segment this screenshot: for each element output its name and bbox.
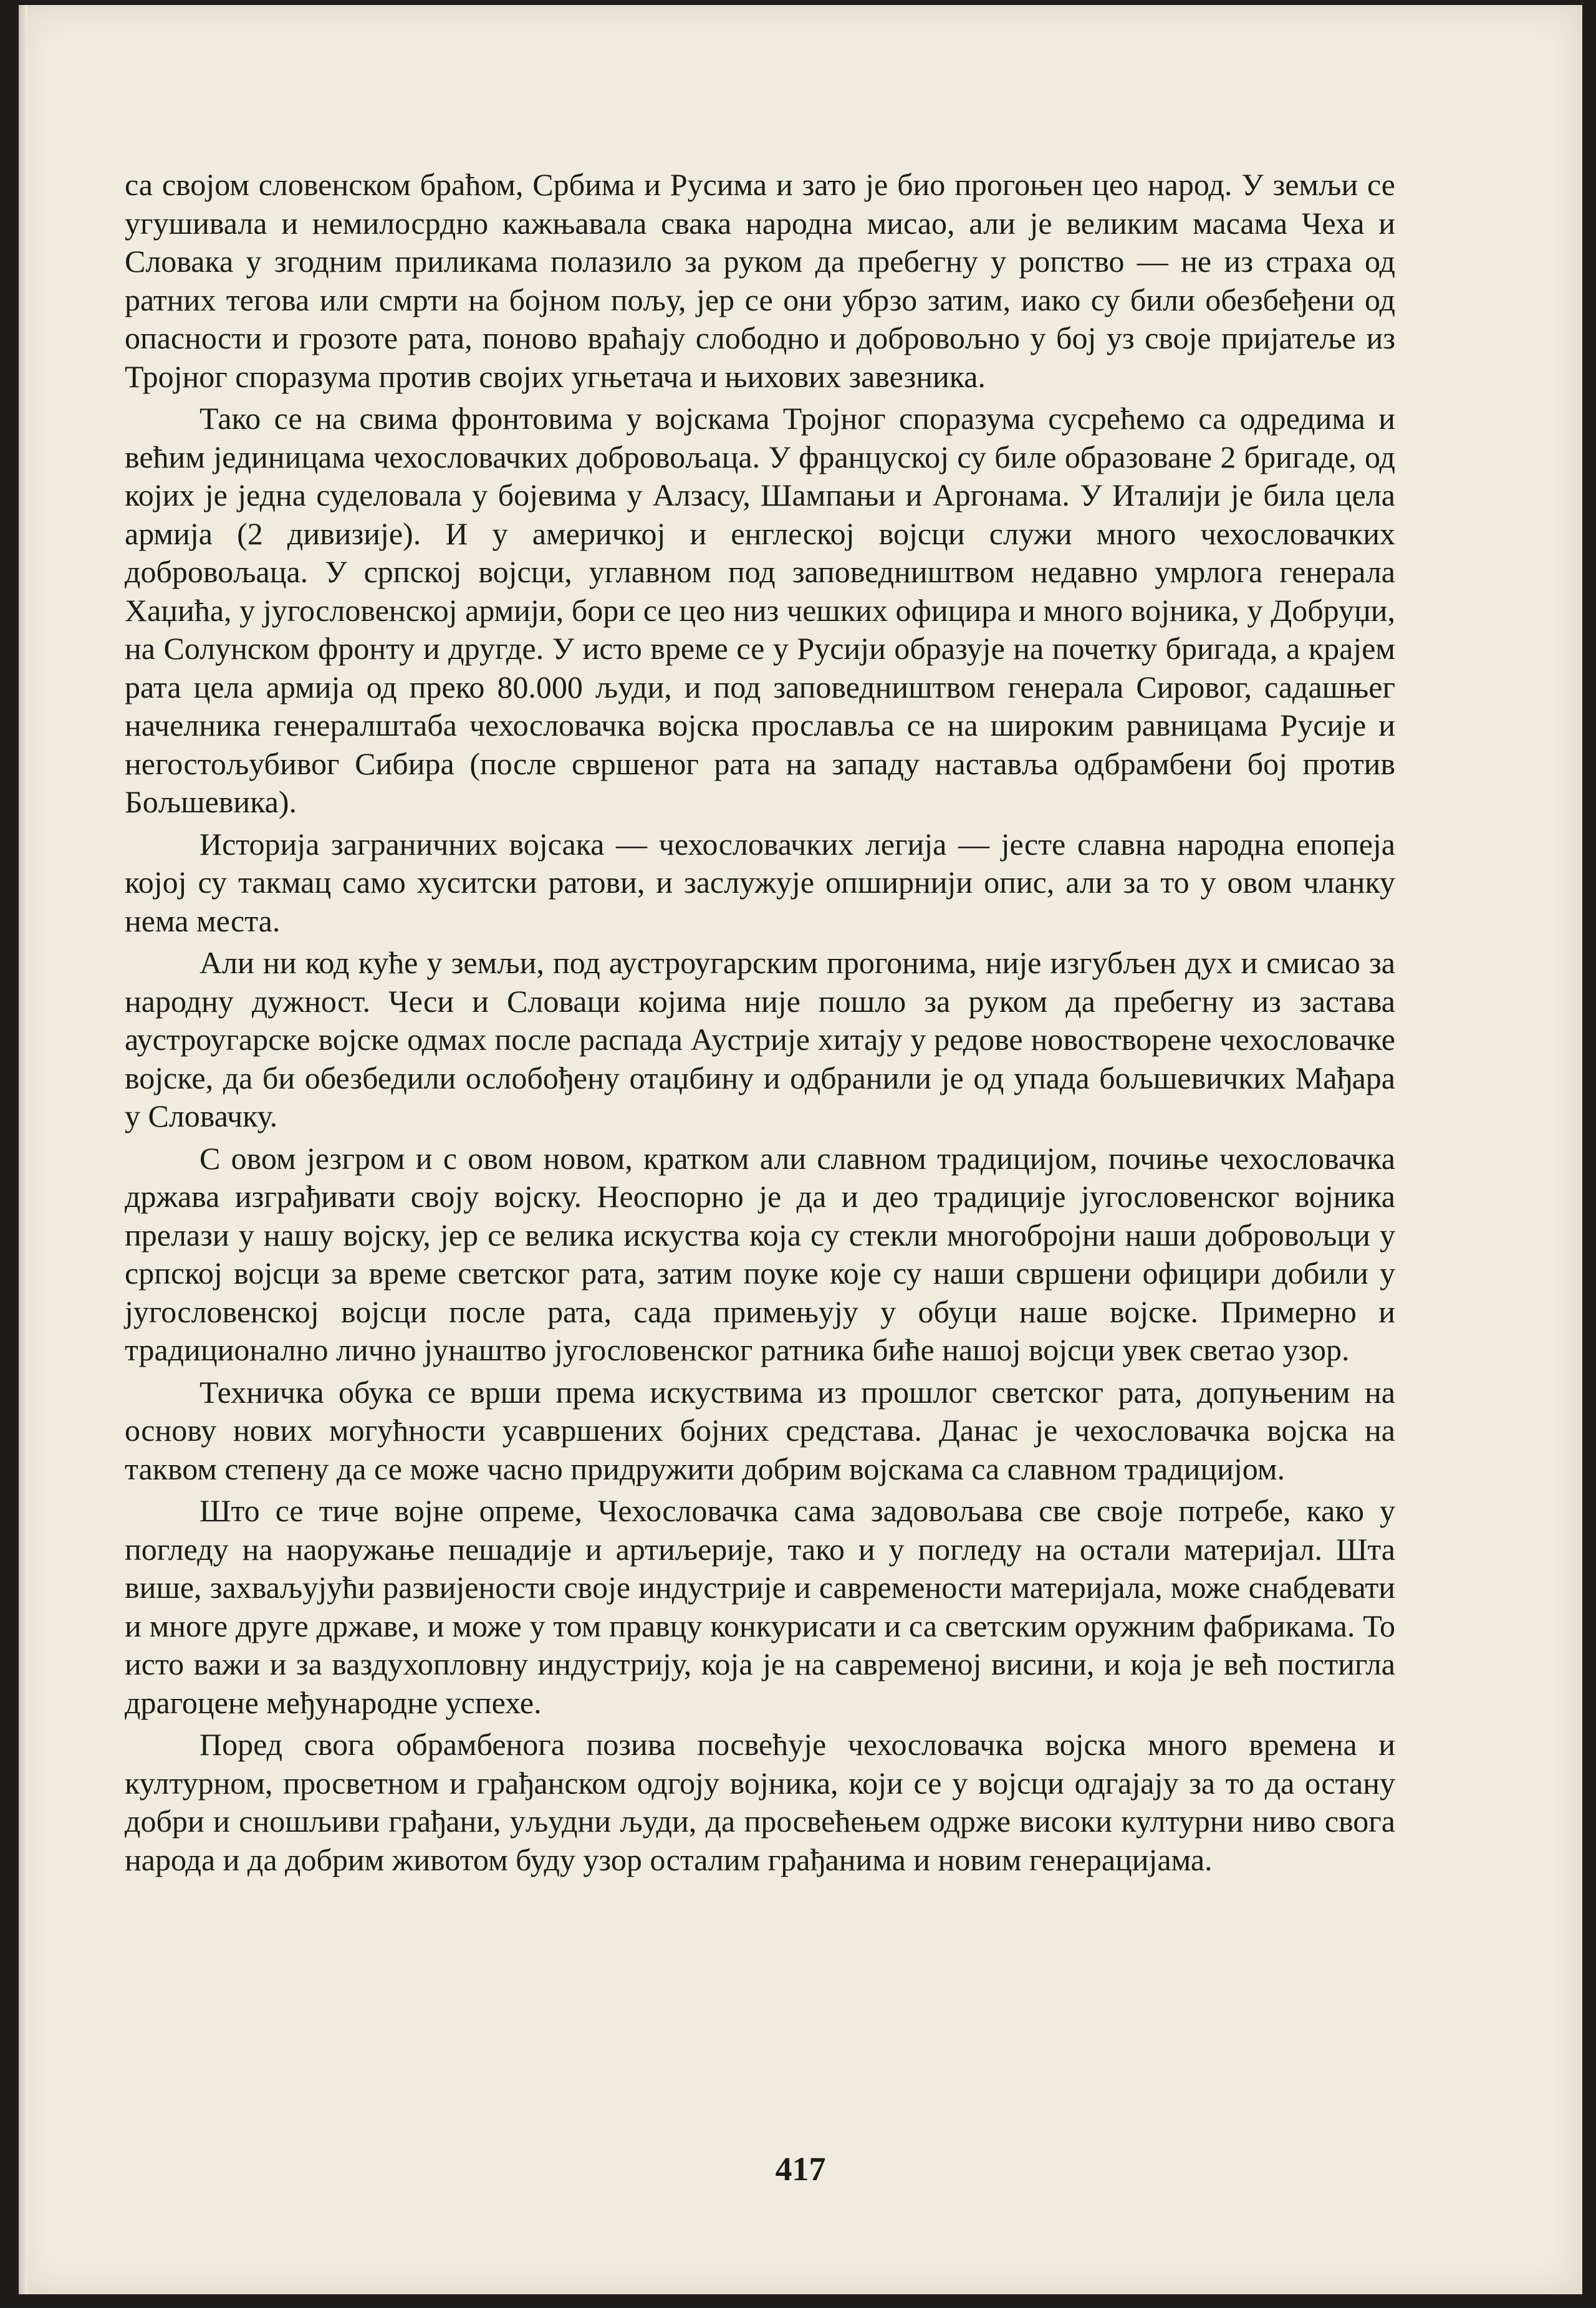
page-number: 417 <box>775 2150 826 2188</box>
paragraph-1: са својом словенском браћом, Србима и Русима и зато је био прогоњен цео народ. У земљи се угушивала и немилосрдно кажњавала свака народна мисао, али је великим масама Чеха и Словака у згодним приликама полазило за руком да пребегну у ропство — не из страха од ратних тегова или смрти на бојном пољу, јер се они убрзо затим, иако су били обезбеђени од опасности и грозоте рата, поново враћају слободно и добровољно у бој уз своје пријатеље из Тројног споразума против својих угњетача и њихових завезника. <box>125 167 1395 394</box>
paragraph-8: Поред свога обрамбенога позива посвећује чехословачка војска много времена и културном, просветном и грађанском одгоју војника, који се у војсци одгајају за то да остану добри и сношљиви грађани, уљудни људи, да просвећењем одрже високи културни ниво свога народа и да добрим животом буду узор осталим грађанима и новим генерацијама. <box>125 1727 1395 1877</box>
paragraph-2: Тако се на свима фронтовима у војскама Тројног споразума сусрећемо са одредима и већим јединицама чехословачких добровољаца. У француској су биле образоване 2 бригаде, од којих је једна суделовала у бојевима у Алзасу, Шампањи и Аргонама. У Италији је била цела армија (2 дивизије). И у америчкој и енглеској војсци служи много чехословачких добровољаца. У српској војсци, углавном под заповедништвом недавно умрлога генерала Хаџића, у југословенској армији, бори се цео низ чешких официра и много војника, у Добруџи, на Солунском фронту и другде. У исто време се у Русији образује на почетку бригада, а крајем рата цела армија од преко 80.000 људи, и под заповедништвом генерала Сировог, садашњег начелника генералштаба чехословачка војска прославља се на широким равницама Русије и негостољубивог Сибира (после свршеног рата на западу наставља одбрамбени бој против Бољшевика). <box>125 401 1395 819</box>
paragraph-4: Али ни код куће у земљи, под аустроугарским прогонима, није изгубљен дух и смисао за народну дужност. Чеси и Словаци којима није пошло за руком да пребегну из застава аустроугарске војске одмах после распада Аустрије хитају у редове новостворене чехословачке војске, да би обезбедили ослобођену отаџбину и одбранили је од упада бољшевичких Мађара у Словачку. <box>125 945 1395 1133</box>
book-page <box>19 5 1582 2294</box>
paragraph-7: Што се тиче војне опреме, Чехословачка сама задовољава све своје потребе, како у погледу на наоружање пешадије и артиљерије, тако и у погледу на остали материјал. Шта више, захваљујући развијености своје индустрије и савремености материјала, може снабдевати и многе друге државе, и може у том правцу конкурисати и са светским оружним фабрикама. То исто важи и за ваздухопловну индустрију, која је на савременој висини, и која је већ постигла драгоцене међународне успехе. <box>125 1493 1395 1720</box>
paragraph-3: Историја заграничних војсака — чехословачких легија — јесте славна народна епопеја којој су такмац само хуситски ратови, и заслужује опширнији опис, али за то у овом чланку нема места. <box>125 826 1395 938</box>
paragraph-5: С овом језгром и с овом новом, кратком али славном традицијом, почиње чехословачка држава изграђивати своју војску. Неоспорно је да и део традиције југословенског војника прелази у нашу војску, јер се велика искуства која су стекли многобројни наши добровољци у српској војсци за време светског рата, затим поуке које су наши свршени официри добили у југословенској војсци после рата, сада примењују у обуци наше војске. Примерно и традиционално лично јунаштво југословенског ратника биће нашој војсци увек светао узор. <box>125 1140 1395 1367</box>
page-spine-shadow <box>19 5 27 2294</box>
paragraph-6: Техничка обука се врши према искуствима из прошлог светског рата, допуњеним на основу нових могућности усавршених бојних средстава. Данас је чехословачка војска на таквом степену да се може часно придружити добрим војскама са славном традицијом. <box>125 1374 1395 1486</box>
body-text <box>125 166 1395 1883</box>
